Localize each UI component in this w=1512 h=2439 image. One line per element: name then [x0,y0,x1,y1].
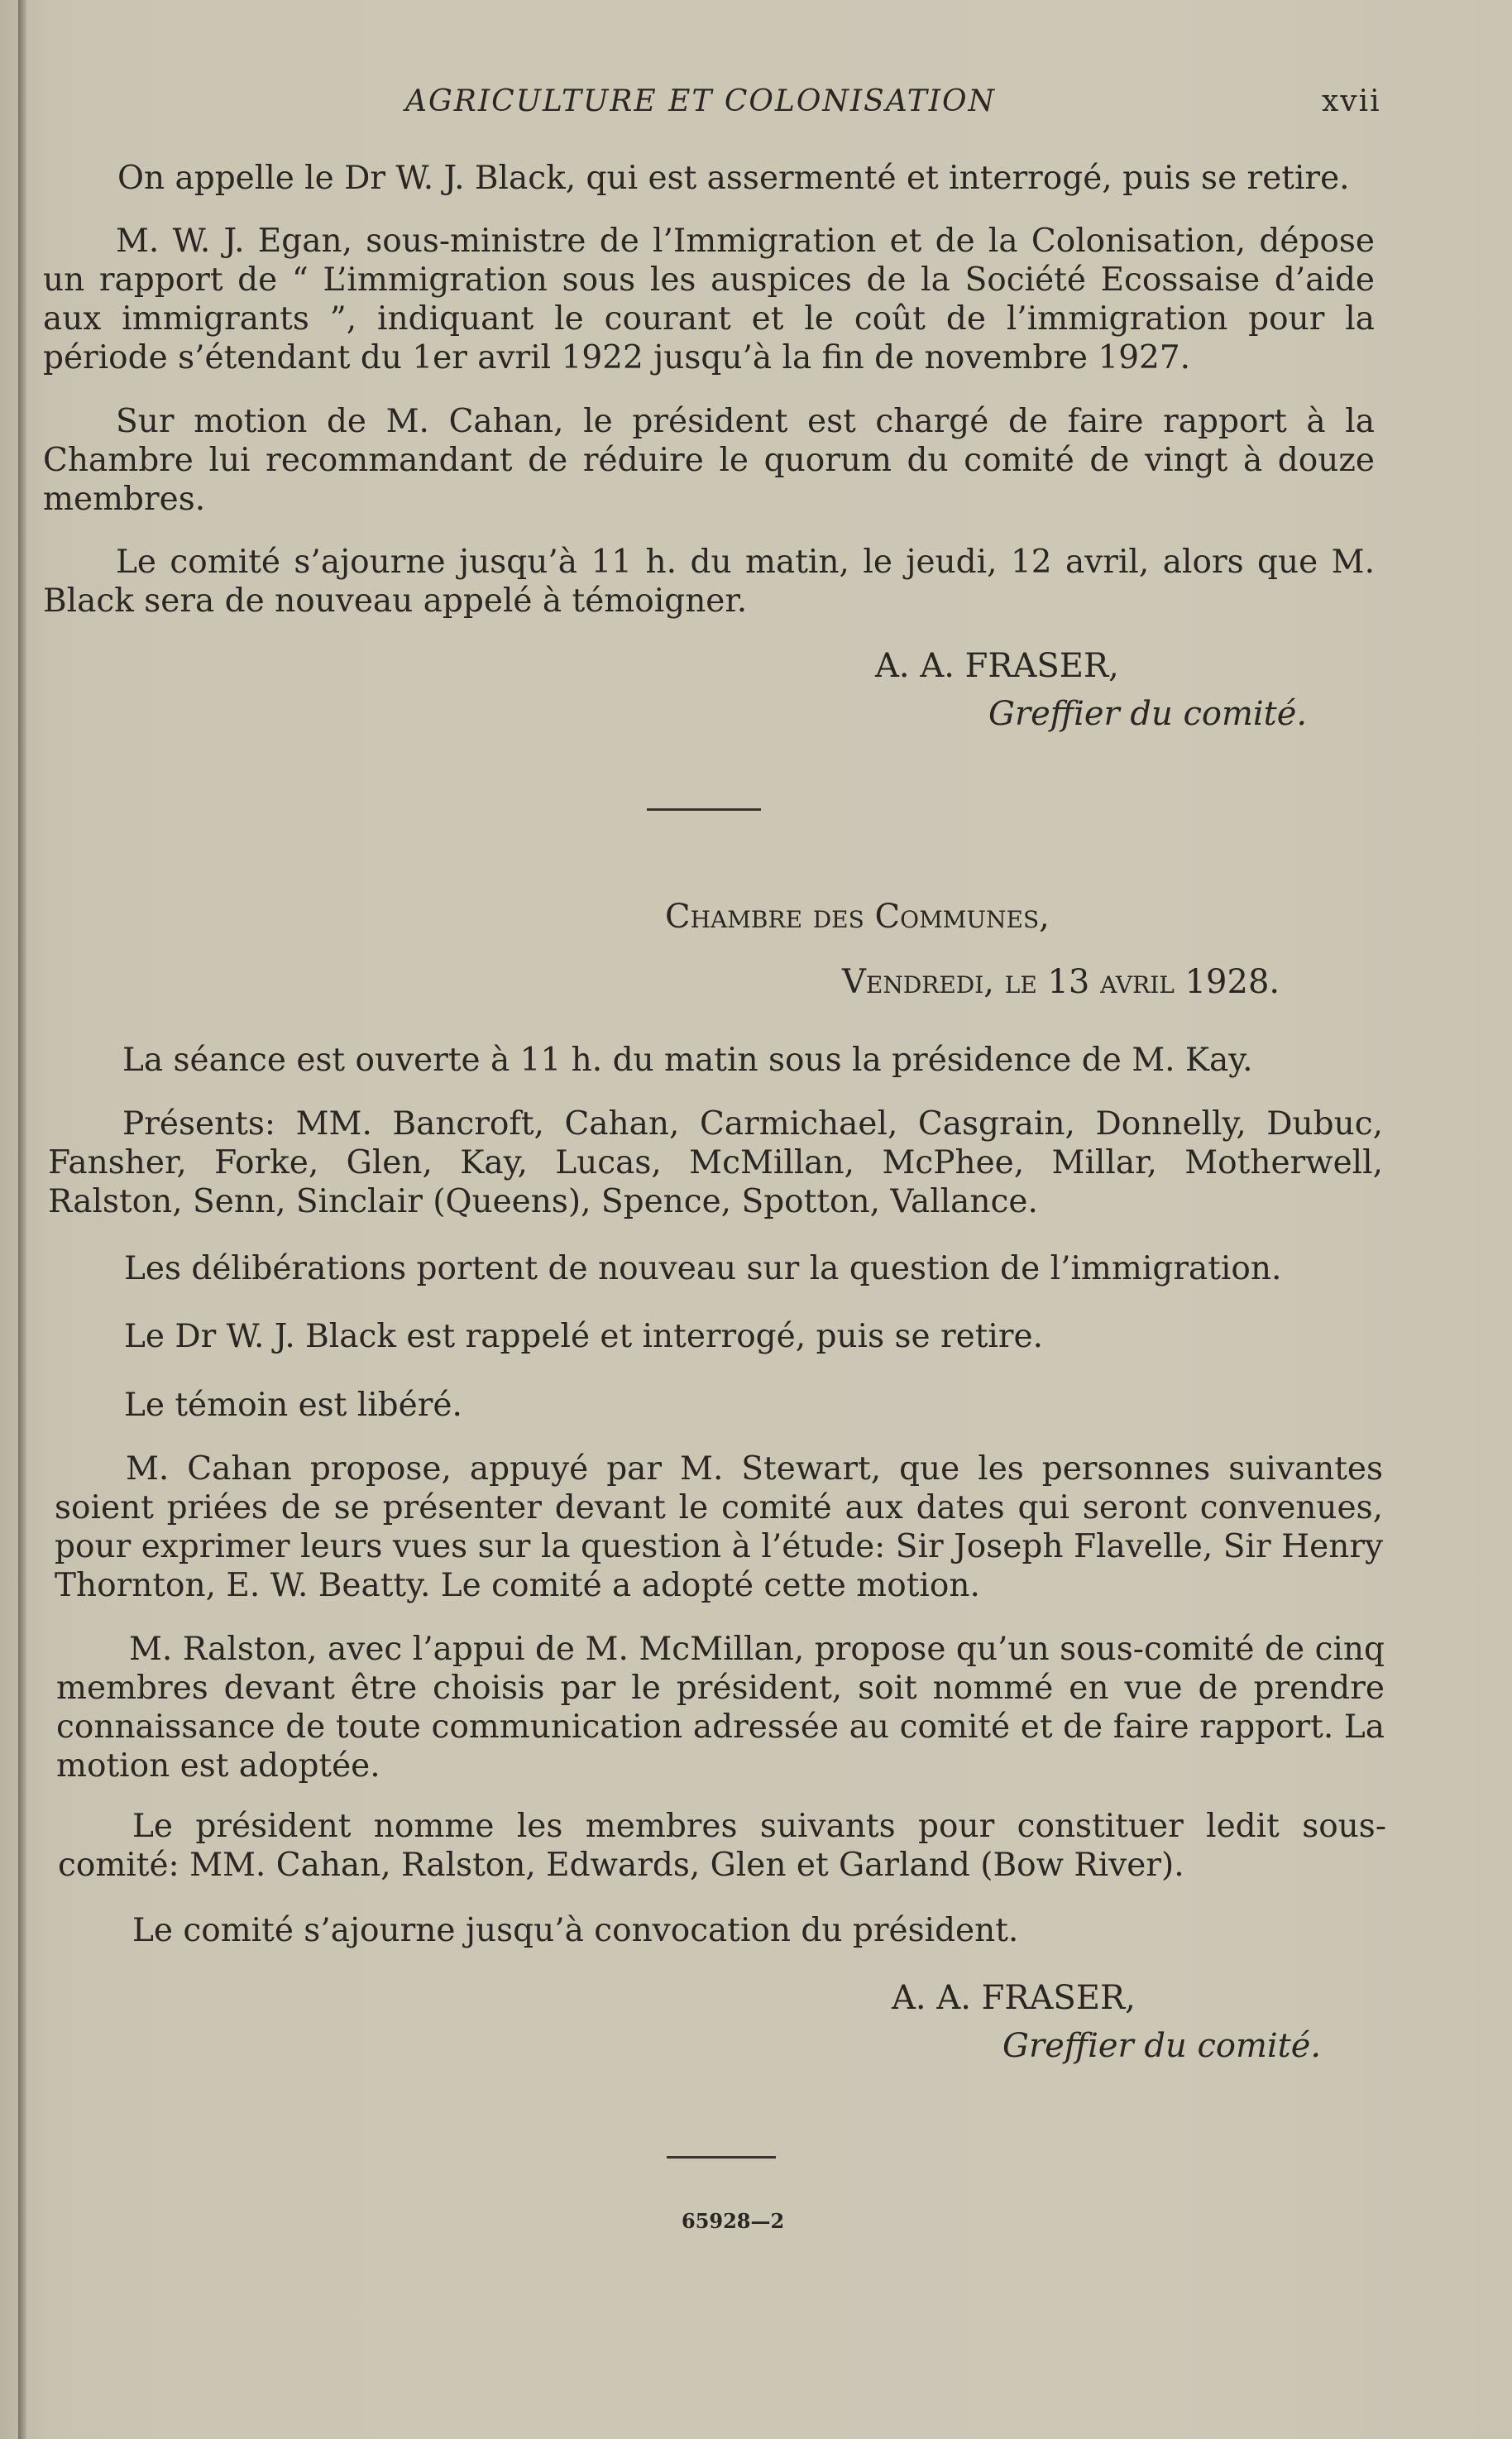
section-divider [647,808,761,811]
signature-role: Greffier du comité. [988,695,1308,733]
book-spine [18,0,26,2439]
footer-divider [667,2156,776,2159]
signature-role: Greffier du comité. [1002,2027,1322,2065]
signature-name: A. A. FRASER, [875,647,1119,685]
paragraph: M. Ralston, avec l’appui de M. McMillan, propose qu’un sous-comité de cinq membres devant être choisis par le président, soit nommé en vue de prendre connaissance de toute communication adressée au comité et de faire rapport. La motion est adoptée. [56,1631,1385,1785]
paragraph: Le Dr W. J. Black est rappelé et interrogé, puis se retire. [124,1318,1043,1355]
paragraph: Le comité s’ajourne jusqu’à convocation du président. [132,1912,1019,1949]
paragraph: M. W. J. Egan, sous-ministre de l’Immigration et de la Colonisation, dépose un rapport de “ L’immigration sous les auspices de la Société Ecossaise d’aide aux immigrants ”, indiquant le courant et le coût de l’immigration pour la période s’étendant du 1er avril 1922 jusqu’à la fin de novembre 1927. [43,223,1375,376]
signature-name: A. A. FRASER, [892,1979,1136,2017]
paragraph: Les délibérations portent de nouveau sur la question de l’immigration. [124,1250,1282,1287]
paragraph: Le témoin est libéré. [124,1387,462,1424]
paragraph: Le comité s’ajourne jusqu’à 11 h. du matin, le jeudi, 12 avril, alors que M. Black sera de nouveau appelé à témoigner. [43,544,1375,620]
chamber-heading: Chambre des Communes, [665,898,1050,936]
running-head: AGRICULTURE ET COLONISATION [405,84,996,118]
paragraph: Sur motion de M. Cahan, le président est chargé de faire rapport à la Chambre lui recommandant de réduire le quorum du comité de vingt à douze membres. [43,403,1375,518]
attendance-list: Présents: MM. Bancroft, Cahan, Carmichael, Casgrain, Donnelly, Dubuc, Fansher, Forke, Glen, Kay, Lucas, McMillan, McPhee, Millar, Motherwell, Ralston, Senn, Sinclair (Queens), Spence, Spotton, Vallance. [48,1105,1383,1220]
paragraph: On appelle le Dr W. J. Black, qui est assermenté et interrogé, puis se retire. [117,160,1350,197]
session-date: Vendredi, le 13 avril 1928. [842,963,1280,1001]
paragraph: La séance est ouverte à 11 h. du matin sous la présidence de M. Kay. [122,1042,1253,1079]
paragraph: M. Cahan propose, appuyé par M. Stewart, que les personnes suivantes soient priées de se présenter devant le comité aux dates qui seront convenues, pour exprimer leurs vues sur la question à l’étude: Sir Joseph Flavelle, Sir Henry Thornton, E. W. Beatty. Le comité a adopté cette motion. [55,1450,1383,1604]
printer-code: 65928—2 [682,2209,785,2233]
paragraph: Le président nomme les membres suivants pour constituer ledit sous-comité: MM. Cahan, Ralston, Edwards, Glen et Garland (Bow River). [58,1808,1386,1884]
page-number: xvii [1322,84,1381,118]
